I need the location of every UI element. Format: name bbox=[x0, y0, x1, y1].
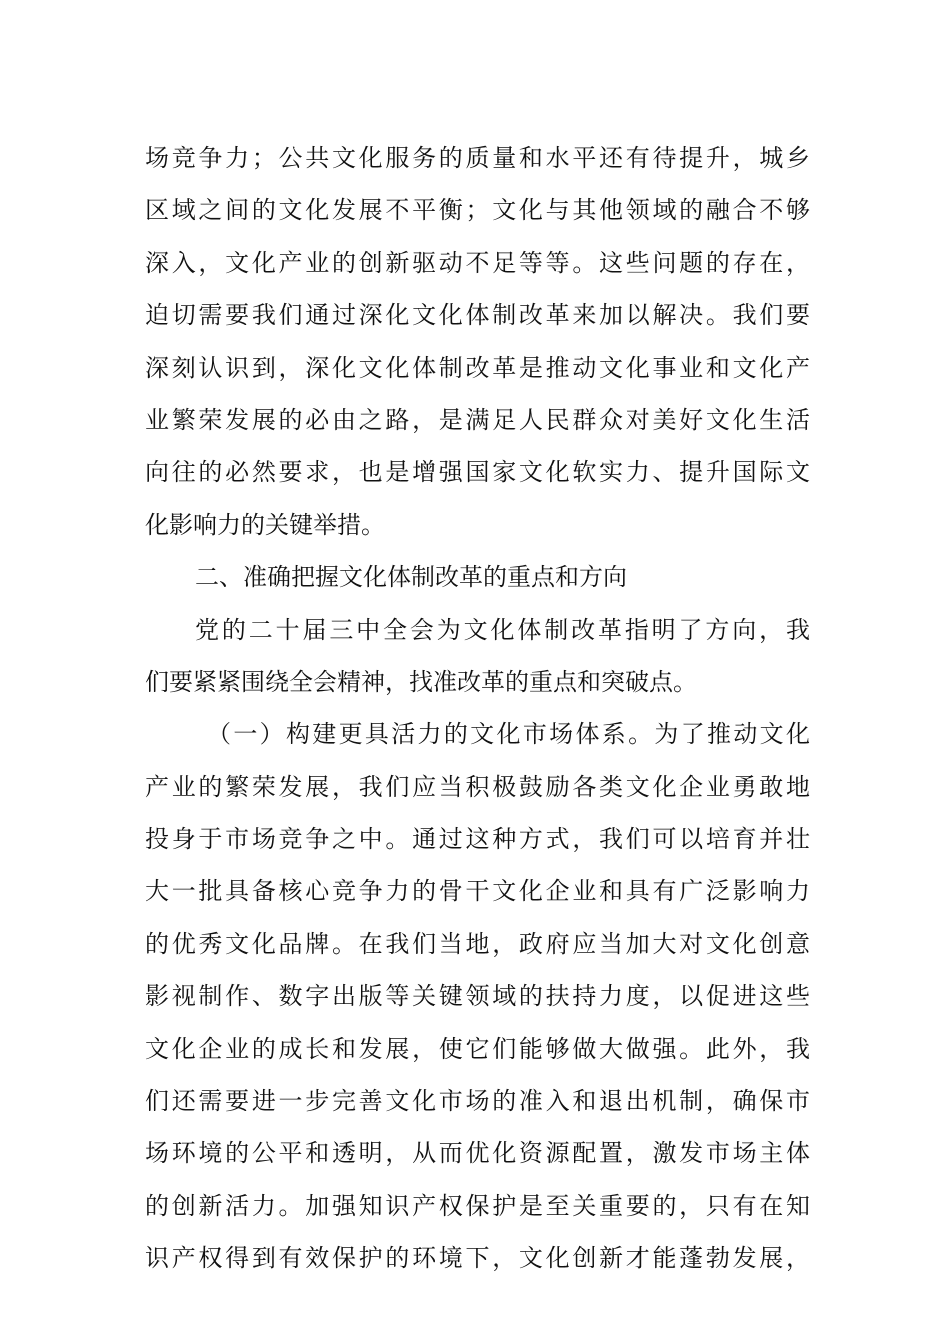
text-line: 迫切需要我们通过深化文化体制改革来加以解决。我们要 bbox=[145, 301, 810, 330]
text-line: 文化企业的成长和发展，使它们能够做大做强。此外，我 bbox=[145, 1034, 810, 1063]
text-line: 深入，文化产业的创新驱动不足等等。这些问题的存在， bbox=[145, 248, 810, 277]
text-line: 深刻认识到，深化文化体制改革是推动文化事业和文化产 bbox=[145, 353, 810, 382]
text-line: 场环境的公平和透明，从而优化资源配置，激发市场主体 bbox=[145, 1139, 810, 1168]
text-line: 的创新活力。加强知识产权保护是至关重要的，只有在知 bbox=[145, 1191, 810, 1220]
subsection-heading-line: （一）构建更具活力的文化市场体系。为了推动文化 bbox=[207, 720, 810, 749]
text-line: 们还需要进一步完善文化市场的准入和退出机制，确保市 bbox=[145, 1087, 810, 1116]
text-line: 业繁荣发展的必由之路，是满足人民群众对美好文化生活 bbox=[145, 405, 810, 434]
text-line: 产业的繁荣发展，我们应当积极鼓励各类文化企业勇敢地 bbox=[145, 772, 810, 801]
body-text bbox=[145, 132, 810, 1285]
text-line: 区域之间的文化发展不平衡；文化与其他领域的融合不够 bbox=[145, 196, 810, 225]
text-line: 识产权得到有效保护的环境下，文化创新才能蓬勃发展， bbox=[145, 1244, 810, 1273]
text-line: 党的二十届三中全会为文化体制改革指明了方向，我 bbox=[195, 615, 810, 644]
text-line: 化影响力的关键举措。 bbox=[145, 510, 385, 539]
text-line: 场竞争力；公共文化服务的质量和水平还有待提升，城乡 bbox=[145, 144, 810, 172]
text-line: 影视制作、数字出版等关键领域的扶持力度，以促进这些 bbox=[145, 982, 810, 1011]
text-line: 投身于市场竞争之中。通过这种方式，我们可以培育并壮 bbox=[145, 825, 810, 854]
section-heading: 二、准确把握文化体制改革的重点和方向 bbox=[195, 563, 627, 592]
text-line: 大一批具备核心竞争力的骨干文化企业和具有广泛影响力 bbox=[145, 877, 810, 906]
text-line: 的优秀文化品牌。在我们当地，政府应当加大对文化创意 bbox=[145, 929, 810, 958]
text-line: 们要紧紧围绕全会精神，找准改革的重点和突破点。 bbox=[145, 667, 697, 696]
text-line: 向往的必然要求，也是增强国家文化软实力、提升国际文 bbox=[145, 458, 810, 487]
